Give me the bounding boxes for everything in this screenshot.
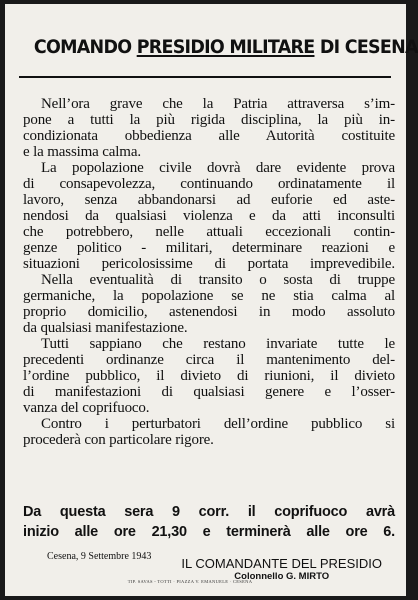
body-line: precedenti ordinanze circa il mantenimento del- — [23, 352, 395, 368]
body-line: proprio domicilio, astenendosi in modo assoluto — [23, 304, 395, 320]
body-line: condizionata obbedienza alle Autorità costituite — [23, 128, 395, 144]
body-line: di manifestazioni di qualsiasi genere e l’osser- — [23, 384, 395, 400]
signature-title: IL COMANDANTE DEL PRESIDIO — [181, 556, 382, 571]
headline-part-cesena: DI CESENA — [314, 36, 418, 58]
body-line: La popolazione civile dovrà dare evidente prova — [41, 160, 395, 176]
headline-rule — [19, 76, 391, 78]
proclamation-poster — [5, 4, 418, 596]
headline-part-presidio: PRESIDIO MILITARE — [136, 36, 315, 58]
body-line: situazioni pericolosissime di portata imprevedibile. — [23, 256, 395, 272]
body-line: germaniche, la popolazione se ne stia calma al — [23, 288, 395, 304]
body-line: nendosi da qualsiasi violenza e da atti inconsulti — [23, 208, 395, 224]
body-line: Tutti sappiano che restano invariate tutte le — [41, 336, 395, 352]
signature-name: Colonnello G. MIRTO — [234, 571, 330, 582]
date-line: Cesena, 9 Settembre 1943 — [47, 551, 152, 562]
body-line: lavoro, senza abbandonarsi ad euforie ed aste- — [23, 192, 395, 208]
body-line: genze politico - militari, determinare reazioni e — [23, 240, 395, 256]
proclamation-body — [23, 96, 395, 448]
body-line: procederà con particolare rigore. — [23, 432, 214, 448]
body-line: vanza del coprifuoco. — [23, 400, 150, 416]
body-line: l’ordine pubblico, il divieto di riunioni, il divieto — [23, 368, 395, 384]
body-line: pone a tutti la più rigida disciplina, la più in- — [23, 112, 395, 128]
headline-part-comando: COMANDO — [33, 36, 137, 58]
body-line: Nell’ora grave che la Patria attraversa s’im- — [41, 96, 395, 112]
curfew-line: Da questa sera 9 corr. il coprifuoco avrà — [23, 504, 395, 520]
body-line: e la massima calma. — [23, 144, 141, 160]
body-line: che potrebbero, nelle attuali eccezionali contin- — [23, 224, 395, 240]
body-line: Contro i perturbatori dell’ordine pubblico si — [41, 416, 395, 432]
body-line: da qualsiasi manifestazione. — [23, 320, 188, 336]
curfew-notice — [23, 502, 395, 542]
body-line: Nella eventualità di transito o sosta di truppe — [41, 272, 395, 288]
printer-imprint: TIP. SAVAS - TOTTI · PIAZZA V. EMANUELE · CESENA — [127, 579, 253, 584]
curfew-line: inizio alle ore 21,30 e terminerà alle ore 6. — [23, 524, 395, 540]
body-line: di consapevolezza, continuando ordinatamente il — [23, 176, 395, 192]
poster-headline — [33, 34, 418, 60]
